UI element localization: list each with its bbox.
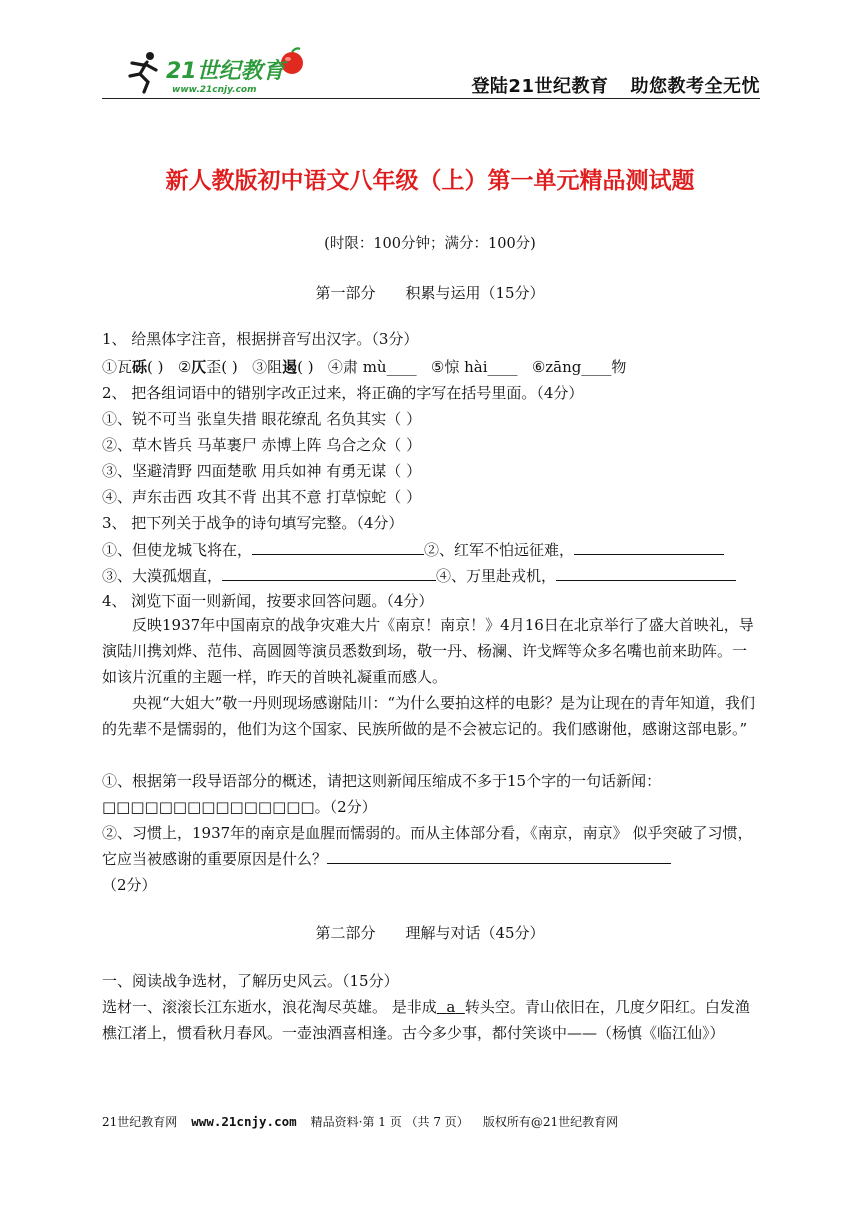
- runner-icon: [130, 52, 156, 92]
- blank-a: a: [446, 998, 456, 1016]
- site-logo[interactable]: [110, 46, 330, 96]
- document-title: 新人教版初中语文八年级（上）第一单元精品测试题: [165, 168, 695, 194]
- header-slogan: [471, 72, 760, 98]
- part2-heading: [0, 922, 860, 943]
- footer-url[interactable]: www.21cnjy.com: [191, 1114, 297, 1129]
- q2-row-3: ③、坚避清野 四面楚歌 用兵如神 有勇无谋（ ）: [102, 462, 422, 480]
- q1-items: ①瓦砾( ) ②仄歪( ) ③阻遏( ) ④肃 mù____ ⑤惊 hài____ ⑥zāng____物: [102, 358, 627, 376]
- page-header: [102, 40, 760, 99]
- q1-bold-b: 仄: [191, 358, 207, 376]
- part1-topic: 积累与运用（15分）: [405, 284, 545, 302]
- news-paragraph-1: 反映1937年中国南京的战争灾难大片《南京！南京！》4月16日在北京举行了盛大首映礼，导演陆川携刘烨、范伟、高圆圆等演员悉数到场，敬一丹、杨澜、许戈辉等众多名嘴也前来助阵。一如该片沉重的主题一样，昨天的首映礼凝重而感人。: [102, 616, 754, 686]
- q4-stem: 4、 浏览下面一则新闻，按要求回答问题。（4分）: [102, 592, 434, 610]
- footer-copyright: 版权所有@21世纪教育网: [482, 1115, 619, 1129]
- q4-sub2: ②、习惯上，1937年的南京是血腥而懦弱的。而从主体部分看，《南京，南京》 似乎突破了习惯，它应当被感谢的重要原因是什么？ （2分）: [102, 824, 753, 894]
- slogan-right: 助您教考全无忧: [630, 76, 760, 97]
- q2-row-2: ②、草木皆兵 马革裹尸 赤博上阵 乌合之众（ ）: [102, 436, 422, 454]
- footer-site: 21世纪教育网: [102, 1115, 178, 1129]
- q2-row-1: ①、锐不可当 张皇失措 眼花缭乱 名负其实（ ）: [102, 410, 422, 428]
- q3-row-2: ③、大漠孤烟直， ④、万里赴戎机，: [102, 564, 762, 587]
- answer-blank[interactable]: [556, 564, 736, 581]
- logo-url: www.21cnjy.com: [172, 85, 257, 95]
- q3-stem: 3、 把下列关于战争的诗句填写完整。（4分）: [102, 514, 404, 532]
- answer-blank[interactable]: [252, 538, 424, 555]
- q3-row-1: ①、但使龙城飞将在， ②、红军不怕远征难，: [102, 538, 762, 561]
- reading-stem: 一、阅读战争选材，了解历史风云。（15分）: [102, 972, 399, 990]
- reading-passage: 选材一、滚滚长江东逝水，浪花淘尽英雄。 是非成 a 转头空。青山依旧在，几度夕阳红。白发渔樵江渚上，惯看秋月春风。一壶浊酒喜相逢。古今多少事，都付笑谈中——（杨慎《临江仙》）: [102, 998, 750, 1042]
- slogan-left: 登陆21世纪教育: [471, 76, 609, 97]
- part1-name: 第一部分: [315, 284, 376, 302]
- part2-topic: 理解与对话（45分）: [405, 924, 545, 942]
- logo-text: 21世纪教育: [166, 59, 285, 84]
- q2-row-4: ④、声东击西 攻其不背 出其不意 打草惊蛇（ ）: [102, 488, 422, 506]
- answer-blank[interactable]: [574, 538, 724, 555]
- part2-name: 第二部分: [315, 924, 376, 942]
- document-subtitle: (时限：100分钟；满分：100分): [324, 236, 536, 252]
- footer-page-info: 精品资料·第 1 页 （共 7 页）: [310, 1115, 469, 1129]
- news-paragraph-2: 央视“大姐大”敬一丹则现场感谢陆川：“为什么要拍这样的电影？是为让现在的青年知道，我们的先辈不是懦弱的，他们为这个国家、民族所做的是不会被忘记的。我们感谢他，感谢这部电影。”: [102, 694, 756, 738]
- part1-heading: [0, 282, 860, 303]
- q4-sub1: ①、根据第一段导语部分的概述，请把这则新闻压缩成不多于15个字的一句话新闻：□□□□□□□□□□□□□□□。（2分）: [102, 772, 662, 816]
- answer-blank[interactable]: [222, 564, 436, 581]
- q1-stem: 1、 给黑体字注音，根据拼音写出汉字。（3分）: [102, 330, 419, 348]
- q1-bold-a: 砾: [132, 358, 148, 376]
- q2-stem: 2、 把各组词语中的错别字改正过来，将正确的字写在括号里面。（4分）: [102, 384, 584, 402]
- answer-blank[interactable]: [327, 847, 671, 864]
- page-footer: [102, 1113, 760, 1130]
- q1-bold-c: 遏: [282, 358, 298, 376]
